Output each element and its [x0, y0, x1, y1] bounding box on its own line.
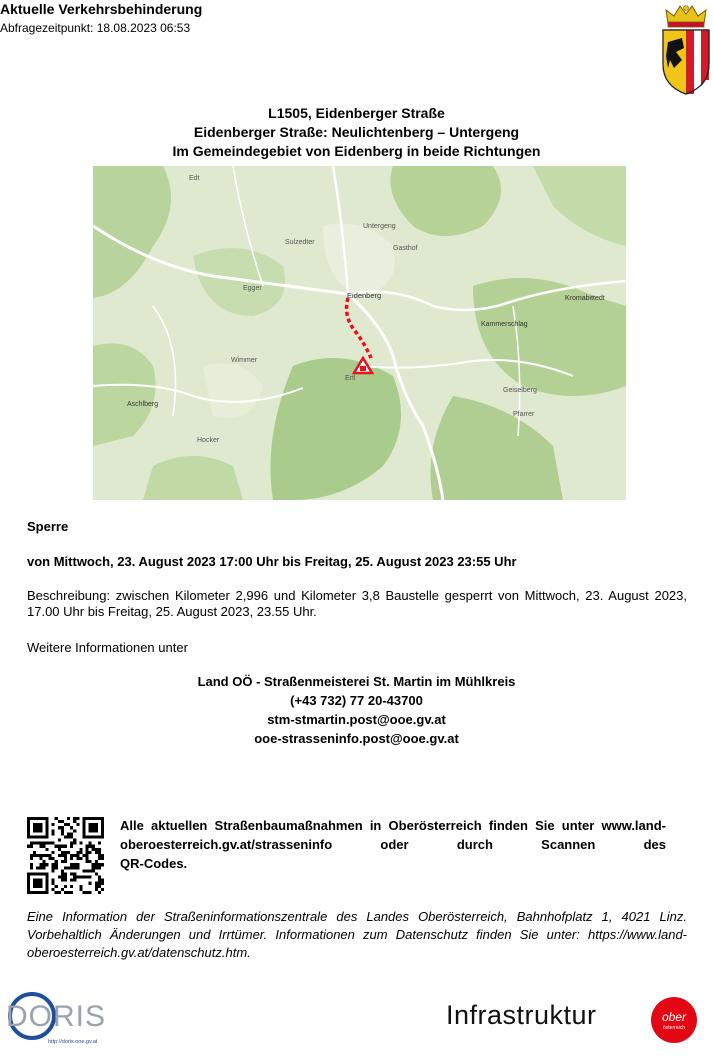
closure-type: Sperre — [27, 519, 69, 534]
map-label-gasthof: Gasthof — [393, 245, 418, 252]
ober-logo-bottom: österreich — [663, 1025, 685, 1031]
contact-phone[interactable]: (+43 732) 77 20-43700 — [290, 693, 423, 708]
closure-period: von Mittwoch, 23. August 2023 17:00 Uhr bis Freitag, 25. August 2023 23:55 Uhr — [27, 554, 517, 569]
contact-block — [0, 672, 713, 748]
qr-description-main: Alle aktuellen Straßenbaumaßnahmen in Oberösterreich finden Sie unter www.land-oberoesterreich.gv.at/strasseninfo oder durch Scannen des — [120, 818, 666, 852]
map-label-eidenberg: Eidenberg — [347, 291, 382, 300]
contact-email-2[interactable]: ooe-strasseninfo.post@ooe.gv.at — [254, 731, 459, 746]
contact-office: Land OÖ - Straßenmeisterei St. Martin im Mühlkreis — [197, 674, 516, 689]
contact-email-1[interactable]: stm-stmartin.post@ooe.gv.at — [267, 712, 446, 727]
map-label-sulzedter: Sulzedter — [285, 239, 315, 246]
infrastruktur-logo: Infrastruktur — [446, 1000, 597, 1030]
doris-url: http://doris.ooe.gv.at — [48, 1039, 98, 1045]
oberoesterreich-logo — [650, 996, 698, 1044]
map-label-geiselberg: Geiselberg — [503, 387, 537, 394]
coat-of-arms-icon — [660, 2, 712, 96]
affected-area: Im Gemeindegebiet von Eidenberg in beide Richtungen — [172, 143, 541, 159]
road-name: L1505, Eidenberger Straße — [268, 105, 445, 121]
closure-description — [27, 588, 687, 620]
map-label-kromabittedt: Kromabittedt — [565, 295, 605, 302]
description-label: Beschreibung — [27, 588, 107, 603]
map-label-hocker: Hocker — [197, 437, 220, 444]
map-label-aschlberg: Aschlberg — [127, 401, 159, 408]
query-timestamp: Abfragezeitpunkt: 18.08.2023 06:53 — [0, 21, 191, 35]
ober-logo-top: ober — [661, 1010, 687, 1024]
map-label-untergeng: Untergeng — [363, 223, 396, 230]
qr-description — [120, 816, 666, 873]
closure-headline — [0, 104, 713, 161]
map-label-edt: Edt — [189, 175, 200, 182]
map-label-ertl: Ertl — [345, 375, 356, 382]
map-label-egger: Egger — [243, 285, 262, 292]
map-label-wimmer: Wimmer — [231, 357, 258, 364]
closure-map — [93, 166, 626, 500]
qr-code-icon[interactable] — [27, 817, 104, 894]
doris-logo-text: DORIS — [6, 1000, 107, 1033]
description-text: : zwischen Kilometer 2,996 und Kilometer 3,8 Baustelle gesperrt von Mittwoch, 23. August 2023, 17.00 Uhr bis Freitag, 25. August 2023, 23.55 Uhr. — [27, 588, 687, 619]
map-label-kammerschlag: Kammerschlag — [481, 321, 528, 328]
road-section: Eidenberger Straße: Neulichtenberg – Untergeng — [193, 124, 520, 140]
page-header-title: Aktuelle Verkehrsbehinderung — [0, 1, 203, 17]
doris-logo — [2, 990, 112, 1046]
qr-description-last: QR-Codes. — [120, 856, 188, 871]
map-label-pfarrer: Pfarrer — [513, 411, 535, 418]
footnote: Eine Information der Straßeninformationszentrale des Landes Oberösterreich, Bahnhofplatz 1, 4021 Linz. Vorbehaltlich Änderungen und Irrtümer. Informationen zum Datenschutz finden Sie unter: https://www.land-oberoesterreich.gv.at/datenschutz.htm. — [27, 909, 687, 960]
more-info-label: Weitere Informationen unter — [27, 640, 188, 655]
